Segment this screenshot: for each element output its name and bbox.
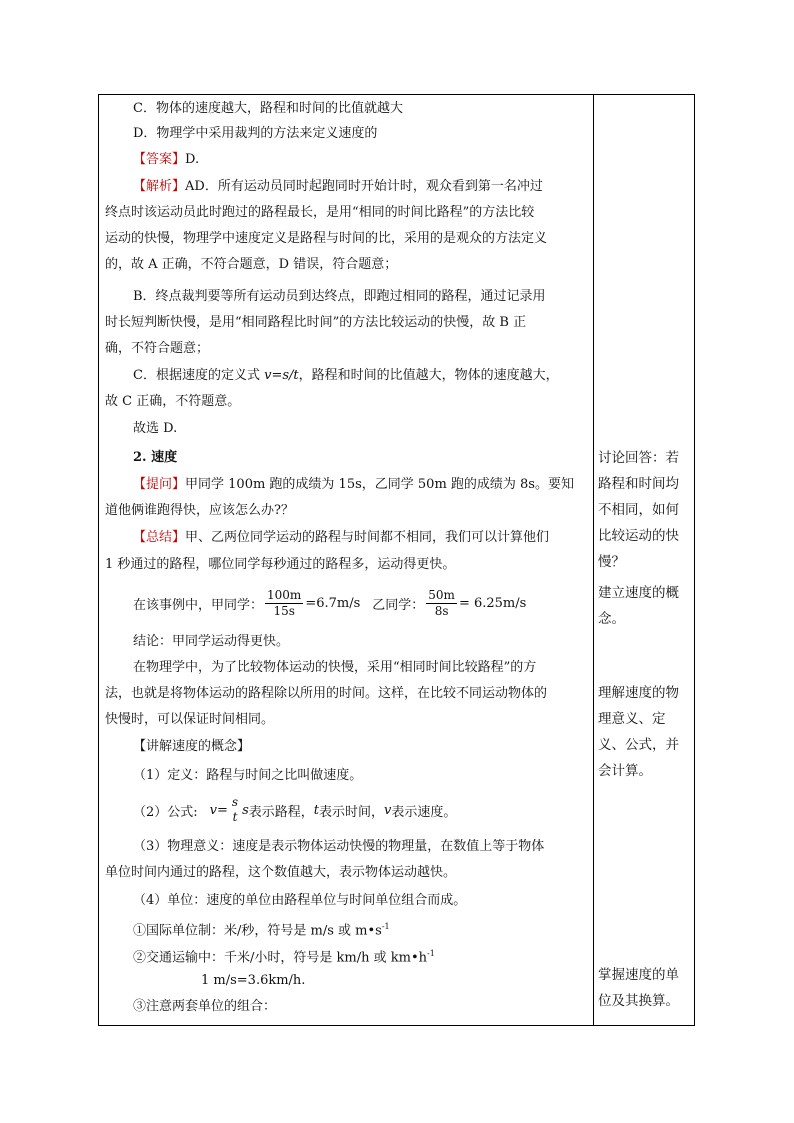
example-label-b: 乙同学：: [372, 597, 425, 613]
fraction-b-denominator: 8s: [434, 603, 449, 618]
method-line-2: 法，也就是将物体运动的路程除以所用的时间。这样，在比较不同运动物体的: [105, 686, 548, 701]
side-note-13: 位及其换算。: [598, 993, 679, 1009]
side-note-6: 建立速度的概: [598, 585, 679, 601]
side-note-1: 讨论回答：若: [598, 450, 679, 466]
si-unit-line: [133, 917, 390, 941]
answer-tag: 【答案】: [133, 152, 186, 167]
side-note-7: 念。: [598, 611, 625, 627]
formula-label: （2）公式:: [133, 804, 198, 820]
transport-unit-line: [133, 944, 435, 968]
formula-fraction: [230, 795, 240, 825]
method-line-1: 在物理学中，为了比较物体运动的快慢，采用“相同时间比较路程”的方: [133, 660, 537, 675]
unit-line: （4）单位：速度的单位由路程单位与时间单位组合而成。: [133, 893, 467, 908]
transport-unit-exponent: -1: [426, 949, 435, 958]
note-line: ③注意两套单位的组合：: [133, 999, 277, 1014]
question-line-1: [133, 475, 574, 495]
analysis-line-7: 确，不符合题意；: [105, 341, 210, 356]
side-note-2: 路程和时间均: [598, 476, 679, 492]
fraction-a-numerator: 100m: [267, 587, 302, 602]
result-a: =6.7m/s: [305, 595, 361, 611]
summary-text-1: 甲、乙两位同学运动的路程与时间都不相同，我们可以计算他们: [185, 530, 550, 545]
analysis-line-9: 故 C 正确，不符题意。: [105, 394, 241, 409]
analysis-line-5: B．终点裁判要等所有运动员到达终点，即跑过相同的路程，通过记录用: [133, 289, 546, 304]
side-note-8: 理解速度的物: [598, 685, 679, 701]
side-note-4: 比较运动的快: [598, 528, 679, 544]
meaning-line-2: 单位时间内通过的路程，这个数值越大，表示物体运动越快。: [105, 865, 457, 880]
side-note-9: 理意义、定: [598, 711, 666, 727]
formula-desc-b: 表示时间，: [319, 804, 385, 820]
example-calculation: [133, 583, 526, 623]
side-note-11: 会计算。: [598, 763, 652, 779]
fraction-a-denominator: 15s: [273, 603, 295, 618]
formula-v: v: [384, 802, 392, 818]
conversion-line: 1 m/s=3.6km/h.: [201, 973, 306, 988]
formula-denominator: t: [232, 810, 238, 824]
side-note-5: 慢？: [598, 554, 625, 570]
section-heading: 2. 速度: [133, 450, 178, 465]
analysis-text-1: AD．所有运动员同时起跑同时开始计时，观众看到第一名冲过: [185, 179, 543, 194]
analysis-tag: 【解析】: [133, 179, 186, 194]
formula-desc-c: 表示速度。: [391, 804, 457, 820]
lesson-table: [98, 94, 695, 1026]
answer-line: [133, 150, 199, 170]
formula-lhs: v=: [209, 802, 228, 818]
formula-line: [133, 792, 456, 828]
summary-line-1: [133, 528, 549, 548]
option-c: C．物体的速度越大，路程和时间的比值就越大: [133, 101, 403, 116]
analysis-line-3: 运动的快慢，物理学中速度定义是路程与时间的比，采用的是观众的方法定义: [105, 231, 548, 246]
question-line-2: 道他俩谁跑得快，应该怎么办?？: [105, 503, 294, 518]
si-unit-exponent: -1: [381, 922, 390, 931]
analysis-line-8: [133, 366, 559, 386]
analysis-text-8a: C．根据速度的定义式: [133, 368, 265, 383]
fraction-b-numerator: 50m: [428, 587, 455, 602]
question-tag: 【提问】: [133, 477, 186, 492]
definition-line: （1）定义：路程与时间之比叫做速度。: [133, 768, 363, 783]
analysis-text-8b: ，路程和时间的比值越大，物体的速度越大，: [298, 368, 559, 383]
formula-s: s: [242, 802, 249, 818]
side-note-3: 不相同，如何: [598, 502, 679, 518]
answer-value: D.: [185, 152, 200, 167]
summary-tag: 【总结】: [133, 530, 186, 545]
choice-line: 故选 D.: [133, 421, 178, 436]
column-divider: [593, 95, 594, 1025]
si-unit-text: ①国际单位制：米/秒，符号是 m/s 或 m•s: [133, 923, 382, 939]
concept-heading: 【讲解速度的概念】: [133, 739, 251, 754]
example-label-a: 在该事例中，甲同学：: [133, 597, 264, 613]
analysis-line-4: 的，故 A 正确，不符合题意，D 错误，符合题意；: [105, 257, 398, 272]
method-line-3: 快慢时，可以保证时间相同。: [105, 712, 275, 727]
question-text-1: 甲同学 100m 跑的成绩为 15s，乙同学 50m 跑的成绩为 8s。要知: [185, 477, 574, 492]
analysis-line-6: 时长短判断快慢，是用“相同路程比时间”的方法比较运动的快慢，故 B 正: [105, 315, 527, 330]
result-b: = 6.25m/s: [458, 595, 527, 611]
side-note-12: 掌握速度的单: [598, 967, 679, 983]
option-d: D．物理学中采用裁判的方法来定义速度的: [133, 126, 378, 141]
summary-line-2: 1 秒通过的路程，哪位同学每秒通过的路程多，运动得更快。: [105, 557, 456, 572]
fraction-b: [426, 588, 457, 619]
fraction-a: [265, 588, 303, 619]
formula-desc-a: 表示路程，: [248, 804, 314, 820]
analysis-line-1: [133, 177, 543, 197]
formula-numerator: s: [231, 795, 239, 809]
meaning-line-1: （3）物理意义：速度是表示物体运动快慢的物理量，在数值上等于物体: [133, 839, 545, 854]
side-note-10: 义、公式，并: [598, 737, 679, 753]
formula-inline: v=s/t: [264, 368, 299, 383]
analysis-line-2: 终点时该运动员此时跑过的路程最长，是用“相同的时间比路程”的方法比较: [105, 205, 535, 220]
formula-t: t: [313, 802, 319, 818]
transport-unit-text: ②交通运输中：千米/小时，符号是 km/h 或 km•h: [133, 950, 427, 966]
conclusion-line: 结论：甲同学运动得更快。: [133, 634, 290, 649]
